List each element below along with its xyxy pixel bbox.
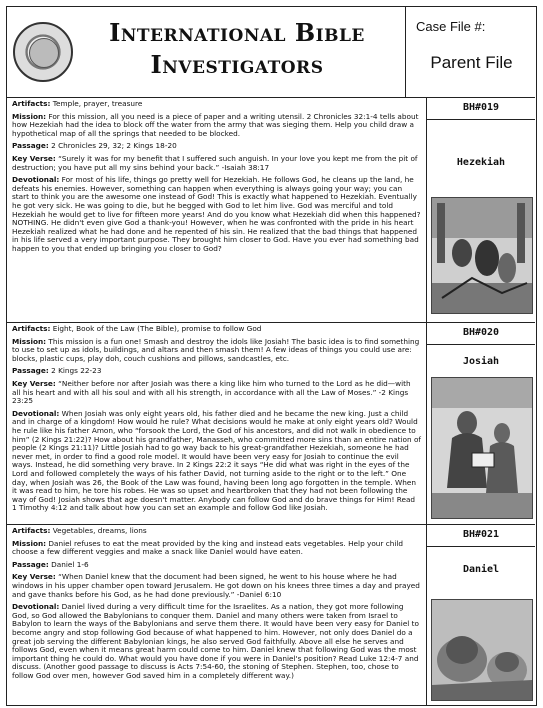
keyverse-label: Key Verse: — [12, 378, 56, 388]
case-id: BH#021 — [427, 524, 535, 547]
title-line-2: Investigators — [150, 50, 324, 79]
artifacts-text: Eight, Book of the Law (The Bible), promise to follow God — [52, 324, 262, 333]
case-text — [7, 524, 427, 705]
case-text — [7, 322, 427, 524]
mission-text: This mission is a fun one! Smash and destroy the idols like Josiah! The basic idea is to find something to use to set up as idols, buildings, and altars and then smash them! A few ideas of things you could use are: blocks, plastic cups, play doh, couch cushions and pillows, sandcastles, etc. — [12, 336, 420, 363]
case-file-label: Case File #: — [416, 19, 486, 34]
header — [7, 7, 535, 98]
case-id: BH#020 — [427, 322, 535, 345]
keyverse-label: Key Verse: — [12, 153, 56, 163]
case-file-box — [405, 7, 537, 97]
devotional-text: For most of his life, things go pretty well for Hezekiah. He follows God, he cleans up the land, he defeats his enemies. However, something can happen when everything is always going your way; you can start to think you are the awesome one instead of God! This is exactly what happened to Hezekiah. Eventually he got very sick. He was going to die, but he begged with God to let him live. God was merciful and told Hezekiah he would get to live for fifteen more years! And do you know what Hezekiah did when this happened? NOTHING. He didn't even give God a thank-you! However, when he was confronted with the pride in his heart Hezekiah realized what he had done and he repented of his sin. He realized that the bad things that happened in his life served a very important purpose. They brought him closer to God. Have you ever had something bad happen to you that ended up bringing you closer to God? — [12, 175, 421, 253]
title-line-1: International Bible — [109, 18, 365, 47]
josiah-illustration — [431, 377, 533, 519]
case-section-hezekiah — [7, 97, 535, 323]
mission-label: Mission: — [12, 111, 47, 121]
case-sidebar — [427, 97, 535, 322]
case-section-josiah — [7, 322, 535, 525]
devotional-label: Devotional: — [12, 602, 60, 612]
mission-text: For this mission, all you need is a piece of paper and a writing utensil. 2 Chronicles 32:1-4 tells about how Hezekiah had the idea to block off the water from the army that was sieging them. Help you child draw a hypothetical map of all the springs that needed to be blocked. — [12, 111, 419, 138]
case-sidebar — [427, 524, 535, 705]
case-name: Daniel — [462, 564, 500, 575]
artifacts-label: Artifacts: — [12, 99, 51, 108]
daniel-illustration — [431, 599, 533, 701]
keyverse-text: “Neither before nor after Josiah was there a king like him who turned to the Lord as he did—with all his heart and with all his soul and with all his strength, in accordance with all the Law of Moses.” -2 Kings 23:25 — [12, 378, 411, 406]
artifacts-text: Temple, prayer, treasure — [52, 99, 143, 108]
devotional-text: Daniel lived during a very difficult time for the Israelites. As a nation, they got more following God, so God allowed the Babylonians to conquer them. Daniel and many others were taken from Israel to Babylon to learn the ways of the Babylonians and serve them there. It would have been very easy for Daniel to become angry and stop following God because of what happened to him. However, not only does Daniel do a great job serving the different Babylonian kings, he also served God faithfully. Above all else he serves and follows God, even when it means great harm could come to him. Daniel knew that following God was the most important thing he could do. What would you have done if you were in Daniel's position? Read Luke 12:4-7 and discuss. (Another good passage to discuss is Acts 7:54-60, the stoning of Stephen. Stephen, too, chose to follow God over men, however God saved him in a completely different way.) — [12, 602, 419, 680]
case-sidebar — [427, 322, 535, 524]
passage-text: 2 Kings 22-23 — [51, 366, 102, 376]
logo-emblem-icon — [29, 38, 59, 68]
case-text — [7, 97, 427, 322]
hezekiah-illustration — [431, 197, 533, 314]
passage-label: Passage: — [12, 141, 49, 151]
devotional-label: Devotional: — [12, 408, 60, 418]
page-frame — [6, 6, 537, 706]
passage-label: Passage: — [12, 366, 49, 376]
artifacts-text: Vegetables, dreams, lions — [52, 526, 147, 535]
artifacts-label: Artifacts: — [12, 324, 51, 333]
case-section-daniel — [7, 524, 535, 705]
case-name: Josiah — [462, 356, 500, 367]
ibi-logo — [13, 22, 73, 82]
case-id: BH#019 — [427, 97, 535, 120]
keyverse-text: “When Daniel knew that the document had been signed, he went to his house where he had windows in his upper chamber open toward Jerusalem. He got down on his knees three times a day and prayed and gave thanks before his God, as he had done previously.” -Daniel 6:10 — [12, 572, 420, 599]
passage-text: 2 Chronicles 29, 32; 2 Kings 18-20 — [51, 141, 177, 151]
mission-label: Mission: — [12, 538, 47, 548]
passage-label: Passage: — [12, 559, 49, 569]
page-title — [87, 17, 387, 81]
artifacts-label: Artifacts: — [12, 526, 51, 535]
mission-text: Daniel refuses to eat the meat provided by the king and instead eats vegetables. Help your child choose a few different veggies and make a snack like Daniel would have eaten. — [12, 538, 404, 557]
keyverse-text: “Surely it was for my benefit that I suffered such anguish. In your love you kept me from the pit of destruction; you have put all my sins behind your back.” -Isaiah 38:17 — [12, 153, 418, 172]
passage-text: Daniel 1-6 — [51, 559, 89, 569]
devotional-label: Devotional: — [12, 175, 60, 185]
keyverse-label: Key Verse: — [12, 572, 56, 582]
parent-file-label: Parent File — [430, 53, 513, 72]
mission-label: Mission: — [12, 336, 47, 346]
case-name: Hezekiah — [456, 157, 506, 168]
devotional-text: When Josiah was only eight years old, his father died and he became the new king. Just a child and in charge of a kingdom! How would he rule? What decisions would he make at only eight years old? Would he rule like his father Amon, who “forsook the Lord, the God of his ancestors, and did not walk in obedience to him” (2 Kings 21:22)? How about his grandfather, Manasseh, who committed more sins than an entire nation of people (2 Kings 21:11)? Little Josiah had to go way back to his great-grandfather Hezekiah, someone he had never met, in order to find a good role model. It would have been very easy for Josiah to continue the evil ways. Instead, he did something very brave. In 2 Kings 22:2 it says “He did what was right in the eyes of the Lord and followed completely the ways of his father David, not turning aside to the right or to the left.” One day, when Josiah was 26, the Book of the Law was found, having been long ago forgotten in the temple. When it was read to him, he tore his robes. He was so upset and heartbroken that they had not been following the way of God! Josiah shows that age doesn't matter. Anybody can follow God and do brave things for Him! Read 1 Timothy 4:12 and talk about how you can set an example and follow God like Josiah. — [12, 408, 421, 513]
